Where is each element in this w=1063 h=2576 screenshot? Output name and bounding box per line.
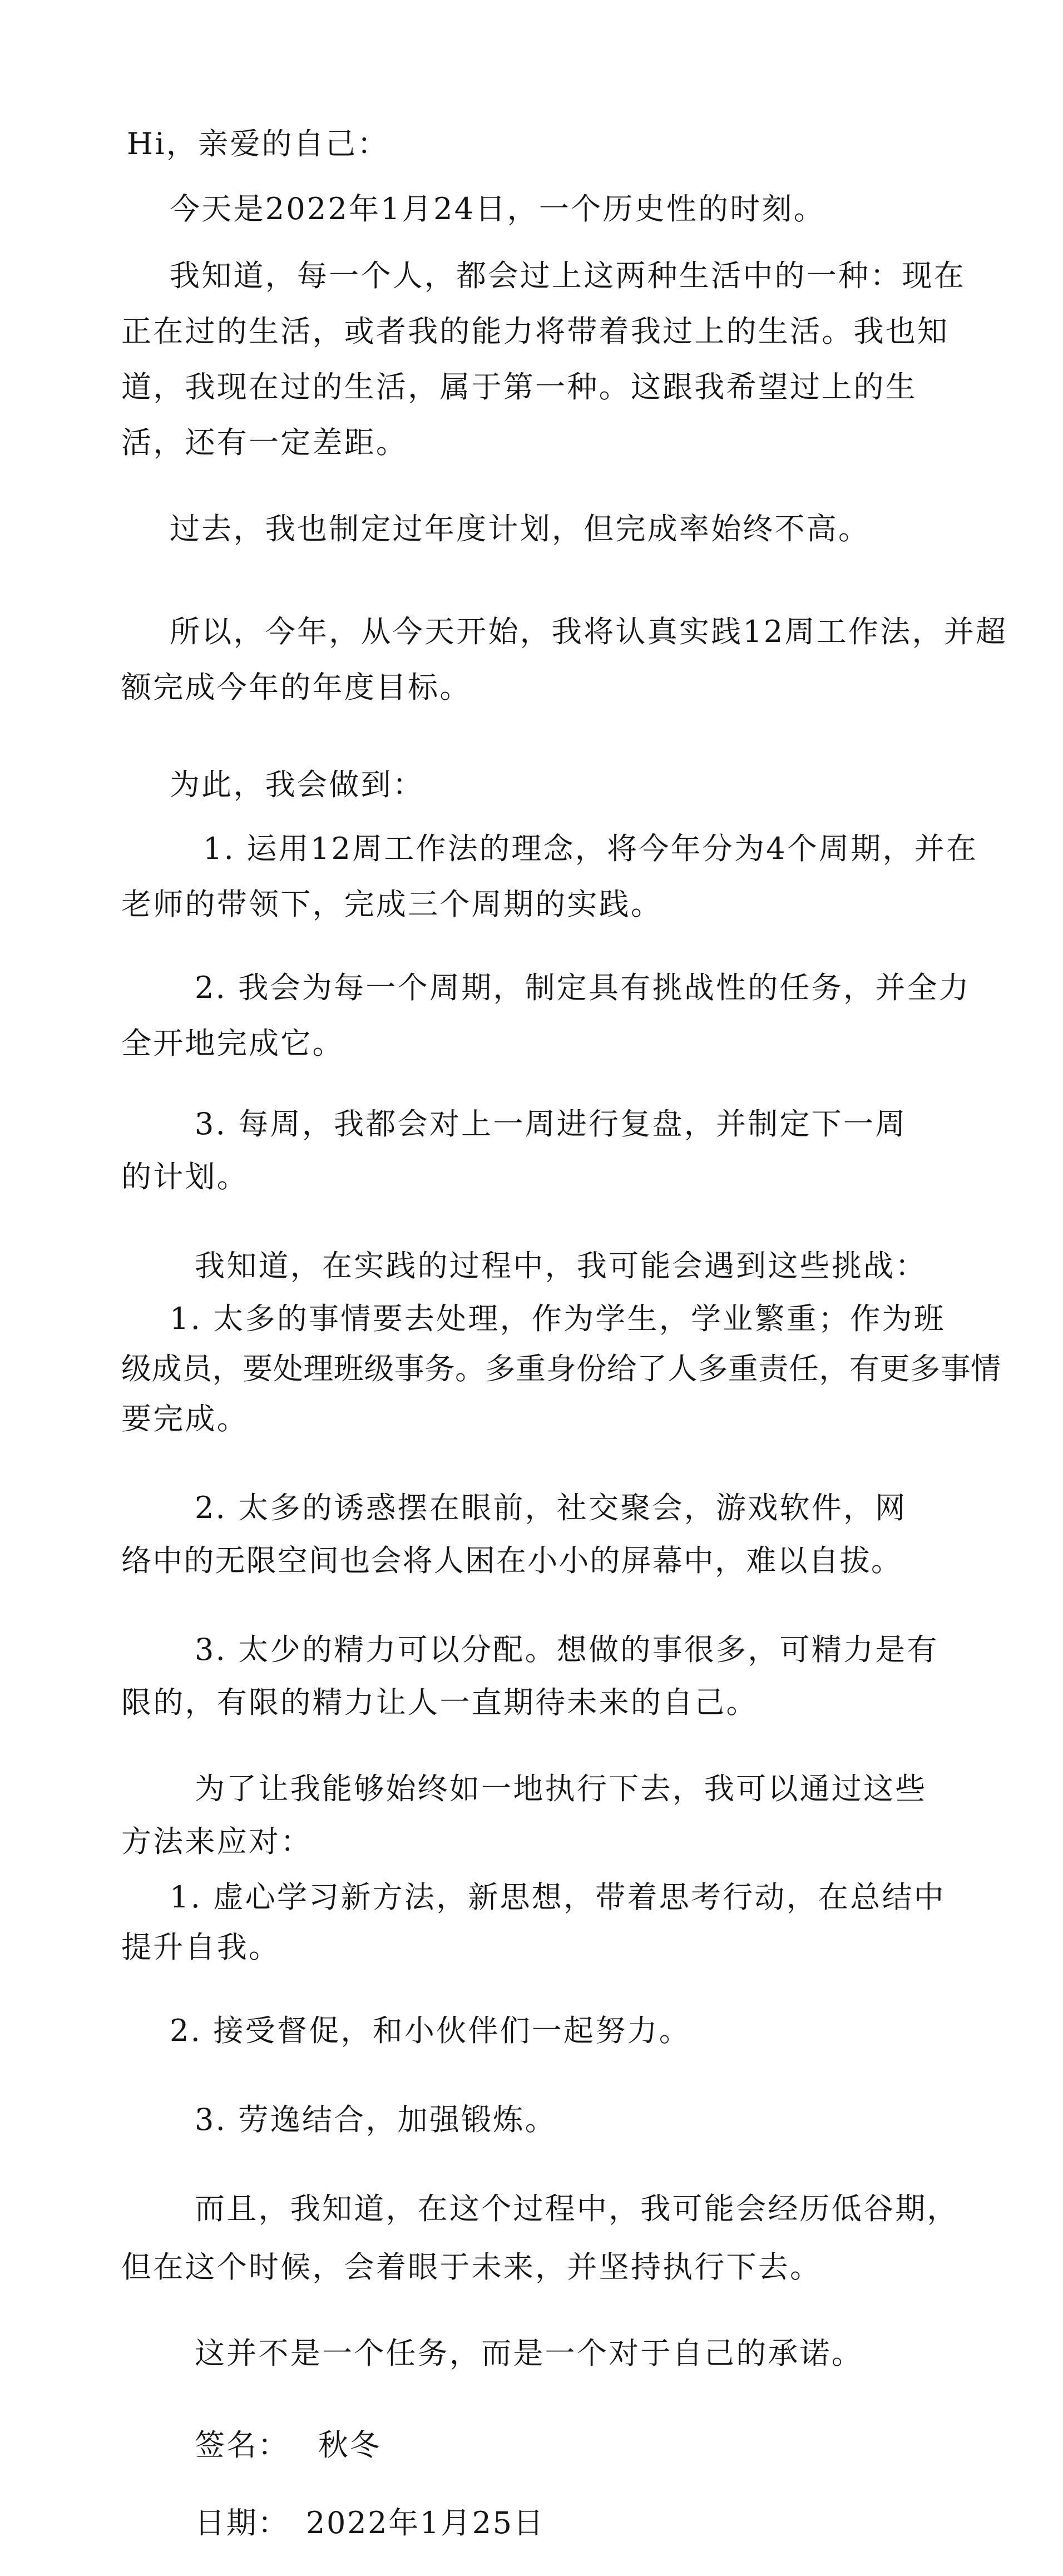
method-2: 2. 接受督促，和小伙伴们一起努力。 [170, 2013, 691, 2048]
promise-line: 这并不是一个任务，而是一个对于自己的承诺。 [195, 2336, 864, 2371]
challenge-2-line-2: 络中的无限空间也会将人困在小小的屏幕中，难以自拔。 [121, 1543, 902, 1578]
commitment-3-line-2: 的计划。 [121, 1159, 249, 1194]
methods-intro-line-2: 方法来应对： [121, 1824, 313, 1859]
paragraph-1-line-3: 道，我现在过的生活，属于第一种。这跟我希望过上的生 [121, 369, 917, 404]
challenge-1-line-3: 要完成。 [121, 1401, 249, 1436]
challenges-intro: 我知道，在实践的过程中，我可能会遇到这些挑战： [195, 1248, 927, 1283]
paragraph-3-line-1: 所以，今年，从今天开始，我将认真实践12周工作法，并超 [170, 614, 1008, 649]
challenge-1-line-2: 级成员，要处理班级事务。多重身份给了人多重责任，有更多事情 [121, 1351, 1001, 1386]
signature-name: 秋冬 [318, 2427, 382, 2463]
paragraph-2: 过去，我也制定过年度计划，但完成率始终不高。 [170, 511, 871, 546]
commitment-3-line-1: 3. 每周，我都会对上一周进行复盘，并制定下一周 [195, 1106, 907, 1141]
challenge-3-line-2: 限的，有限的精力让人一直期待未来的自己。 [121, 1685, 758, 1720]
date-value: 2022年1月25日 [306, 2505, 545, 2540]
paragraph-1-line-4: 活，还有一定差距。 [121, 425, 408, 460]
date-label: 日期： [195, 2505, 290, 2540]
commitment-1-line-1: 1. 运用12周工作法的理念，将今年分为4个周期，并在 [203, 831, 978, 866]
commitments-intro: 为此，我会做到： [170, 767, 424, 802]
signature-label: 签名： [195, 2427, 290, 2463]
methods-intro-line-1: 为了让我能够始终如一地执行下去，我可以通过这些 [195, 1771, 927, 1806]
date-intro-line: 今天是2022年1月24日，一个历史性的时刻。 [170, 191, 826, 226]
closing-line-1: 而且，我知道，在这个过程中，我可能会经历低谷期， [195, 2191, 959, 2226]
greeting: Hi，亲爱的自己： [127, 126, 389, 161]
challenge-3-line-1: 3. 太少的精力可以分配。想做的事很多，可精力是有 [195, 1632, 939, 1667]
closing-line-2: 但在这个时候，会着眼于未来，并坚持执行下去。 [121, 2249, 822, 2285]
commitment-1-line-2: 老师的带领下，完成三个周期的实践。 [121, 887, 663, 922]
method-3: 3. 劳逸结合，加强锻炼。 [195, 2102, 557, 2137]
method-1-line-1: 1. 虚心学习新方法，新思想，带着思考行动，在总结中 [170, 1880, 946, 1915]
paragraph-1-line-2: 正在过的生活，或者我的能力将带着我过上的生活。我也知 [121, 314, 950, 349]
paragraph-1-line-1: 我知道，每一个人，都会过上这两种生活中的一种：现在 [170, 258, 966, 293]
commitment-2-line-2: 全开地完成它。 [121, 1026, 344, 1061]
commitment-2-line-1: 2. 我会为每一个周期，制定具有挑战性的任务，并全力 [195, 970, 971, 1005]
method-1-line-2: 提升自我。 [121, 1930, 281, 1965]
challenge-2-line-1: 2. 太多的诱惑摆在眼前，社交聚会，游戏软件，网 [195, 1490, 907, 1525]
paragraph-3-line-2: 额完成今年的年度目标。 [121, 670, 472, 705]
challenge-1-line-1: 1. 太多的事情要去处理，作为学生，学业繁重；作为班 [170, 1301, 946, 1336]
